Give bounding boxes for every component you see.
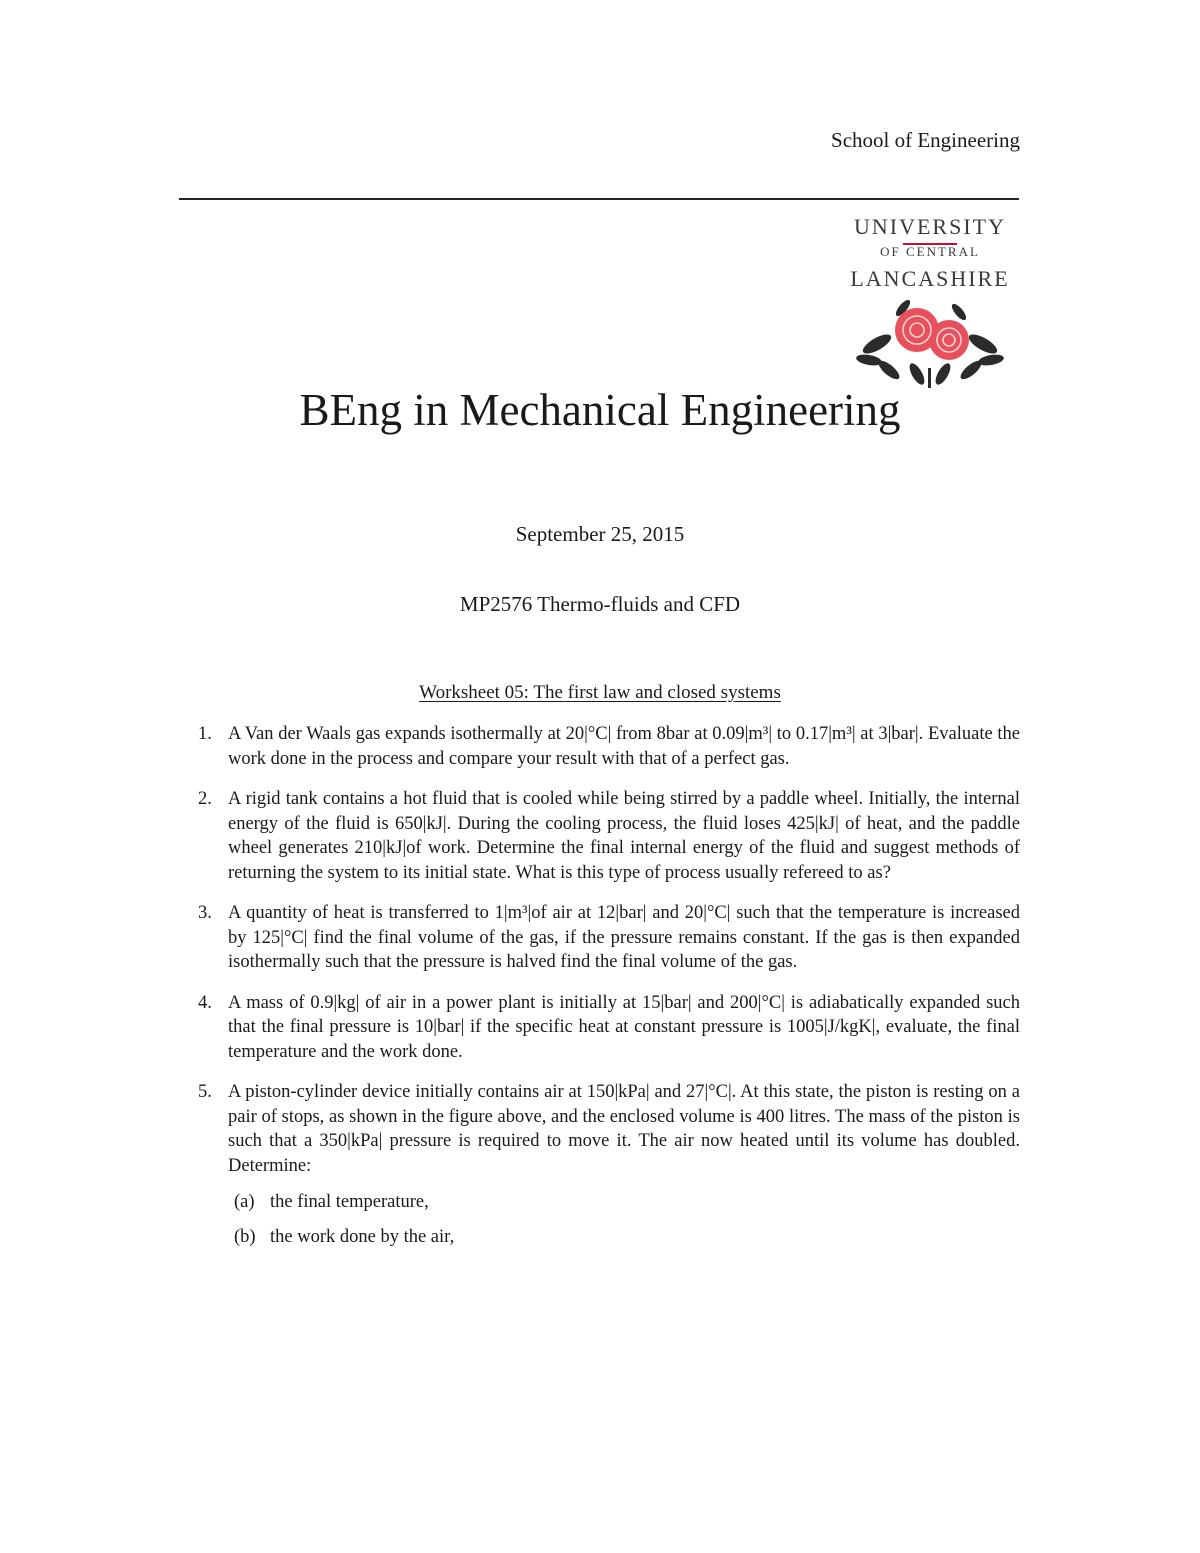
question-text: A piston-cylinder device initially contains air at 150|kPa| and 27|°C|. At this state, the piston is resting on a pair of stops, as shown in the figure above, and the enclosed volume is 400 litres. The mass of the piston is such that a 350|kPa| pressure is required to move it. The air now heated until its volume has doubled. Determine: (228, 1082, 1020, 1176)
question-number: 3. (198, 903, 212, 923)
sub-question-text: the work done by the air, (270, 1226, 455, 1247)
header-rule (179, 198, 1019, 200)
question-number: 4. (198, 992, 212, 1013)
question-text: A quantity of heat is transferred to 1|m³|of air at 12|bar| and 20|°C| such that the temperature is increased by 125|°C| find the final volume of the gas, if the pressure remains constant. If the gas is then expanded isothermally such that the pressure is halved find the final volume of the gas. (228, 903, 1020, 972)
question-list (198, 722, 1020, 1265)
question-number: 2. (198, 789, 212, 809)
question-text: A mass of 0.9|kg| of air in a power plant is initially at 15|bar| and 200|°C| is adiabatically expanded such that the final pressure is 10|bar| if the specific heat at constant pressure is 1005|J/kgK|, evaluate, the final temperature and the work done. (228, 992, 1020, 1062)
question-text: A rigid tank contains a hot fluid that is cooled while being stirred by a paddle wheel. Initially, the internal energy of the fluid is 650|kJ|. During the cooling process, the fluid loses 425|kJ| of heat, and the paddle wheel generates 210|kJ|of work. Determine the final internal energy of the fluid and suggest methods of returning the system to its initial state. What is this type of process usually refereed to as? (228, 789, 1020, 883)
rose-emblem-icon (855, 298, 1005, 390)
document-title: BEng in Mechanical Engineering (299, 385, 901, 435)
logo-line-lancashire: LANCASHIRE (850, 266, 1010, 291)
sub-question-item (228, 1225, 1020, 1250)
school-name: School of Engineering (831, 128, 1020, 152)
sub-question-text: the final temperature, (270, 1192, 429, 1212)
document-date: September 25, 2015 (515, 522, 685, 546)
module-name: MP2576 Thermo-fluids and CFD (459, 592, 741, 616)
worksheet-title-text: Worksheet 05: The first law and closed systems (419, 682, 781, 703)
university-logo (845, 210, 1015, 390)
question-number: 5. (198, 1082, 212, 1102)
worksheet-title (0, 682, 1200, 704)
sub-question-list (228, 1190, 1020, 1249)
question-item (198, 991, 1020, 1065)
sub-question-item (228, 1190, 1020, 1215)
question-number: 1. (198, 724, 212, 744)
question-item (198, 722, 1020, 771)
sub-question-label: (a) (234, 1192, 255, 1212)
question-text: A Van der Waals gas expands isothermally at 20|°C| from 8bar at 0.09|m³| to 0.17|m³| at 3|bar|. Evaluate the work done in the process and compare your result with that of a perfect gas. (228, 724, 1020, 769)
logo-line-of-central: OF CENTRAL (880, 244, 980, 259)
logo-line-university: UNIVERSITY (854, 214, 1006, 239)
question-item (198, 901, 1020, 975)
question-item (198, 787, 1020, 885)
sub-question-label: (b) (234, 1226, 256, 1247)
question-item (198, 1080, 1020, 1249)
